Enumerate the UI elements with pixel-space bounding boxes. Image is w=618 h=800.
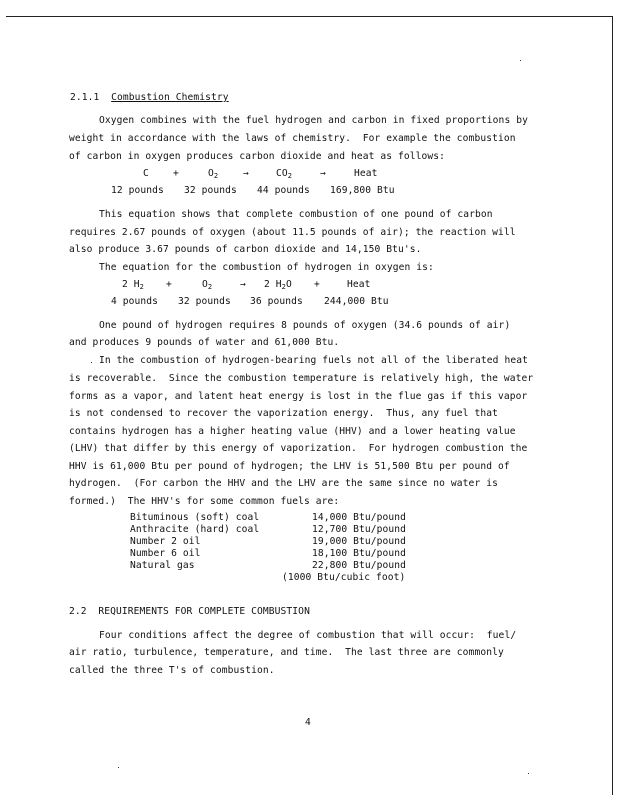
heating-paragraph-line: contains hydrogen has a higher heating value (HHV) and a lower heating value — [69, 426, 516, 437]
carbon-eq-term: + — [173, 168, 179, 179]
hydrogen-paragraph-line: and produces 9 pounds of water and 61,000 Btu. — [69, 337, 340, 348]
carbon-eq-weight: 12 pounds — [111, 185, 164, 196]
fuel-hhv: 18,100 Btu/pound — [312, 548, 407, 559]
carbon-eq-term: Heat — [354, 168, 378, 179]
intro-line: weight in accordance with the laws of chemistry. For example the combustion — [69, 133, 516, 144]
section-2-2-heading — [69, 606, 310, 618]
fuel-name: Natural gas — [130, 560, 195, 571]
hydrogen-paragraph-line: One pound of hydrogen requires 8 pounds of oxygen (34.6 pounds of air) — [99, 320, 511, 331]
intro-line: Oxygen combines with the fuel hydrogen and carbon in fixed proportions by — [99, 115, 528, 126]
heating-paragraph-line: hydrogen. (For carbon the HHV and the LHV are the same since no water is — [69, 478, 498, 489]
requirements-line: called the three T's of combustion. — [69, 665, 275, 676]
section-number: 2.2 — [69, 606, 87, 617]
fuel-hhv: 14,000 Btu/pound — [312, 512, 407, 523]
carbon-eq-weight: 32 pounds — [184, 185, 237, 196]
hydrogen-eq-weight: 244,000 Btu — [324, 296, 389, 307]
requirements-line: air ratio, turbulence, temperature, and time. The last three are commonly — [69, 647, 504, 658]
hydrogen-eq-term: 2 $H_2O$ — [264, 279, 292, 291]
section-heading — [70, 92, 229, 104]
scan-speck — [91, 362, 92, 363]
scan-speck — [118, 767, 119, 768]
scan-speck — [520, 60, 521, 61]
hydrogen-eq-term: → — [240, 279, 246, 290]
requirements-line: Four conditions affect the degree of combustion that will occur: fuel/ — [99, 630, 517, 641]
carbon-eq-term: C — [143, 168, 149, 179]
carbon-paragraph-line: This equation shows that complete combustion of one pound of carbon — [99, 209, 493, 220]
hydrogen-eq-term: Heat — [347, 279, 371, 290]
heating-paragraph-line: (LHV) that differ by this energy of vaporization. For hydrogen combustion the — [69, 443, 528, 454]
fuel-name: Number 6 oil — [130, 548, 201, 559]
fuel-name: Bituminous (soft) coal — [130, 512, 260, 523]
hydrogen-eq-term: + — [166, 279, 172, 290]
heating-paragraph-line: In the combustion of hydrogen-bearing fuels not all of the liberated heat — [99, 355, 528, 366]
heating-paragraph-line: forms as a vapor, and latent heat energy is lost in the flue gas if this vapor — [69, 391, 528, 402]
section-number: 2.1.1 — [70, 92, 100, 103]
hydrogen-eq-weight: 32 pounds — [178, 296, 231, 307]
intro-line: of carbon in oxygen produces carbon dioxide and heat as follows: — [69, 151, 446, 162]
hydrogen-eq-weight: 36 pounds — [250, 296, 303, 307]
scan-speck — [528, 773, 529, 774]
carbon-eq-term: → — [320, 168, 326, 179]
carbon-paragraph-line: requires 2.67 pounds of oxygen (about 11.5 pounds of air); the reaction will — [69, 227, 516, 238]
section-title: REQUIREMENTS FOR COMPLETE COMBUSTION — [98, 606, 310, 617]
carbon-eq-weight: 169,800 Btu — [330, 185, 395, 196]
heating-paragraph-line: formed.) The HHV's for some common fuels are: — [69, 496, 340, 507]
hydrogen-eq-term: + — [314, 279, 320, 290]
fuel-hhv: 12,700 Btu/pound — [312, 524, 407, 535]
carbon-eq-term: → — [243, 168, 249, 179]
carbon-eq-weight: 44 pounds — [257, 185, 310, 196]
fuel-name: Number 2 oil — [130, 536, 201, 547]
carbon-paragraph-line: also produce 3.67 pounds of carbon dioxide and 14,150 Btu's. — [69, 244, 422, 255]
hydrogen-eq-term: 2 $H_2$ — [122, 279, 144, 291]
fuel-hhv: 19,000 Btu/pound — [312, 536, 407, 547]
heating-paragraph-line: HHV is 61,000 Btu per pound of hydrogen; the LHV is 51,500 Btu per pound of — [69, 461, 510, 472]
heating-paragraph-line: is recoverable. Since the combustion temperature is relatively high, the water — [69, 373, 534, 384]
section-title: Combustion Chemistry — [111, 92, 229, 103]
carbon-eq-term: $O_2$ — [208, 168, 219, 180]
fuel-hhv: 22,800 Btu/pound — [312, 560, 407, 571]
hydrogen-eq-weight: 4 pounds — [111, 296, 159, 307]
heating-paragraph-line: is not condensed to recover the vaporization energy. Thus, any fuel that — [69, 408, 498, 419]
hydrogen-intro: The equation for the combustion of hydrogen in oxygen is: — [99, 262, 434, 273]
fuel-table-note: (1000 Btu/cubic foot) — [282, 572, 406, 583]
page-number: 4 — [305, 717, 311, 728]
fuel-name: Anthracite (hard) coal — [130, 524, 260, 535]
hydrogen-eq-term: $O_2$ — [202, 279, 213, 291]
carbon-eq-term: $CO_2$ — [276, 168, 293, 180]
